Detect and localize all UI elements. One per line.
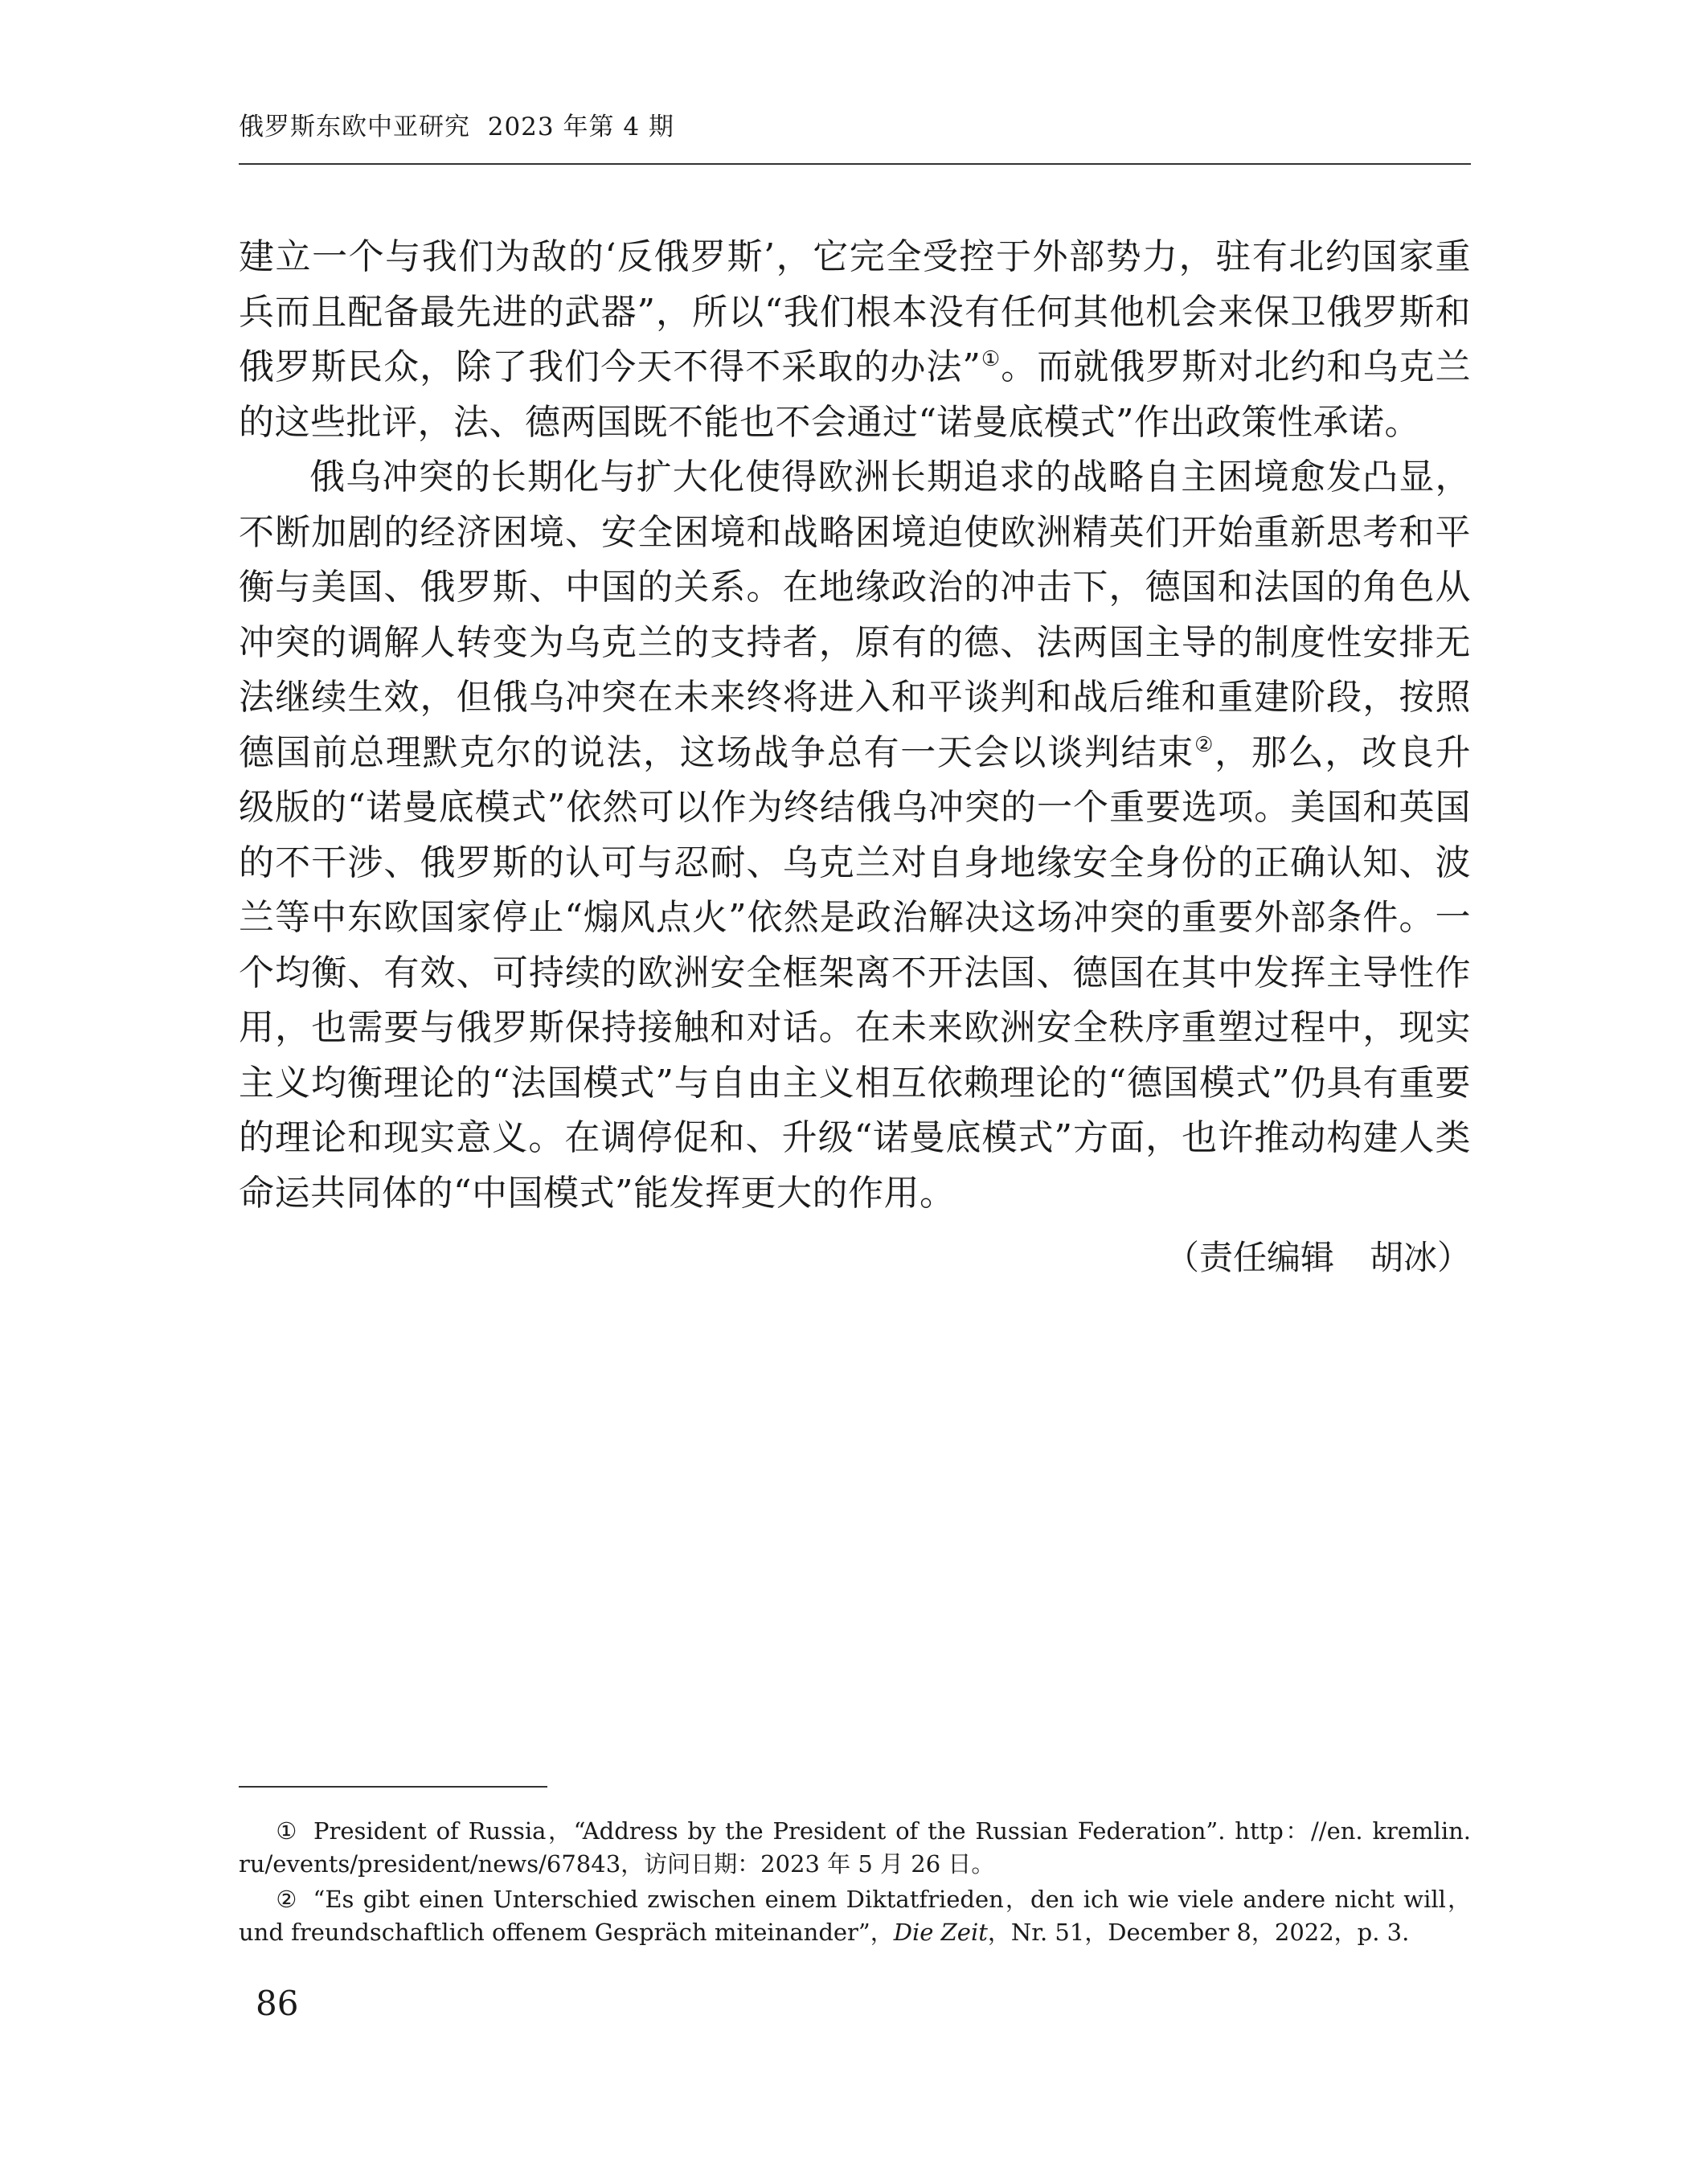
paren-open: （ (1165, 1238, 1199, 1277)
running-header (239, 111, 1468, 143)
footnote-text: ，Nr. 51，December 8，2022，p. 3. (987, 1919, 1410, 1946)
page-number: 86 (256, 1984, 299, 2023)
footnote-2 (239, 1883, 1471, 1949)
issue-label: 2023 年第 4 期 (487, 113, 674, 141)
header-rule (239, 163, 1471, 165)
editor-role: 责任编辑 (1198, 1238, 1334, 1277)
publication-title: Die Zeit (893, 1919, 988, 1946)
footnote-mark: ② (276, 1886, 299, 1913)
paragraph-text: 建立一个与我们为敌的‘反俄罗斯’，它完全受控于外部势力，驻有北约国家重兵而且配备最先进的武器”，所以“我们根本没有任何其他机会来保卫俄罗斯和俄罗斯民众，除了我们今天不得不采取的办法” (239, 236, 1471, 387)
journal-title: 俄罗斯东欧中亚研究 (239, 113, 470, 141)
paren-close: ） (1436, 1238, 1471, 1277)
paragraph-text: 俄乌冲突的长期化与扩大化使得欧洲长期追求的战略自主困境愈发凸显，不断加剧的经济困境、安全困境和战略困境迫使欧洲精英们开始重新思考和平衡与美国、俄罗斯、中国的关系。在地缘政治的冲击下，德国和法国的角色从冲突的调解人转变为乌克兰的支持者，原有的德、法两国主导的制度性安排无法继续生效，但俄乌冲突在未来终将进入和平谈判和战后维和重建阶段，按照德国前总理默克尔的说法，这场战争总有一天会以谈判结束 (239, 457, 1471, 773)
article-body (239, 230, 1471, 1221)
footnote-text: “Es gibt einen Unterschied zwischen einem Diktatfrieden，den ich wie viele andere nicht will，und freundschaftlich offenem Gespräch miteinander”， (239, 1886, 1471, 1946)
footnote-rule (239, 1786, 547, 1788)
footnote-1 (239, 1815, 1471, 1881)
editor-name: 胡冰 (1369, 1238, 1437, 1277)
paragraph-text: 。而就俄罗斯对北约和乌克兰的这些批评，法、德两国既不能也不会通过“诺曼底模式”作出政策性承诺。 (239, 346, 1472, 443)
footnotes (239, 1815, 1471, 1952)
footnote-ref-2[interactable]: ② (1194, 732, 1215, 757)
responsible-editor (1109, 1234, 1471, 1282)
footnote-mark: ① (276, 1817, 299, 1845)
footnote-ref-1[interactable]: ① (981, 347, 1001, 371)
paragraph (239, 450, 1471, 1221)
footnote-text: President of Russia，“Address by the President of the Russian Federation”. http：//en. kremlin. ru/events/president/news/67843，访问日期：2023 年 5 月 26 日。 (239, 1817, 1471, 1878)
paragraph (239, 230, 1471, 450)
paragraph-text: ，那么，改良升级版的“诺曼底模式”依然可以作为终结俄乌冲突的一个重要选项。美国和英国的不干涉、俄罗斯的认可与忍耐、乌克兰对自身地缘安全身份的正确认知、波兰等中东欧国家停止“煽风点火”依然是政治解决这场冲突的重要外部条件。一个均衡、有效、可持续的欧洲安全框架离不开法国、德国在其中发挥主导性作用，也需要与俄罗斯保持接触和对话。在未来欧洲安全秩序重塑过程中，现实主义均衡理论的“法国模式”与自由主义相互依赖理论的“德国模式”仍具有重要的理论和现实意义。在调停促和、升级“诺曼底模式”方面，也许推动构建人类命运共同体的“中国模式”能发挥更大的作用。 (239, 731, 1472, 1214)
